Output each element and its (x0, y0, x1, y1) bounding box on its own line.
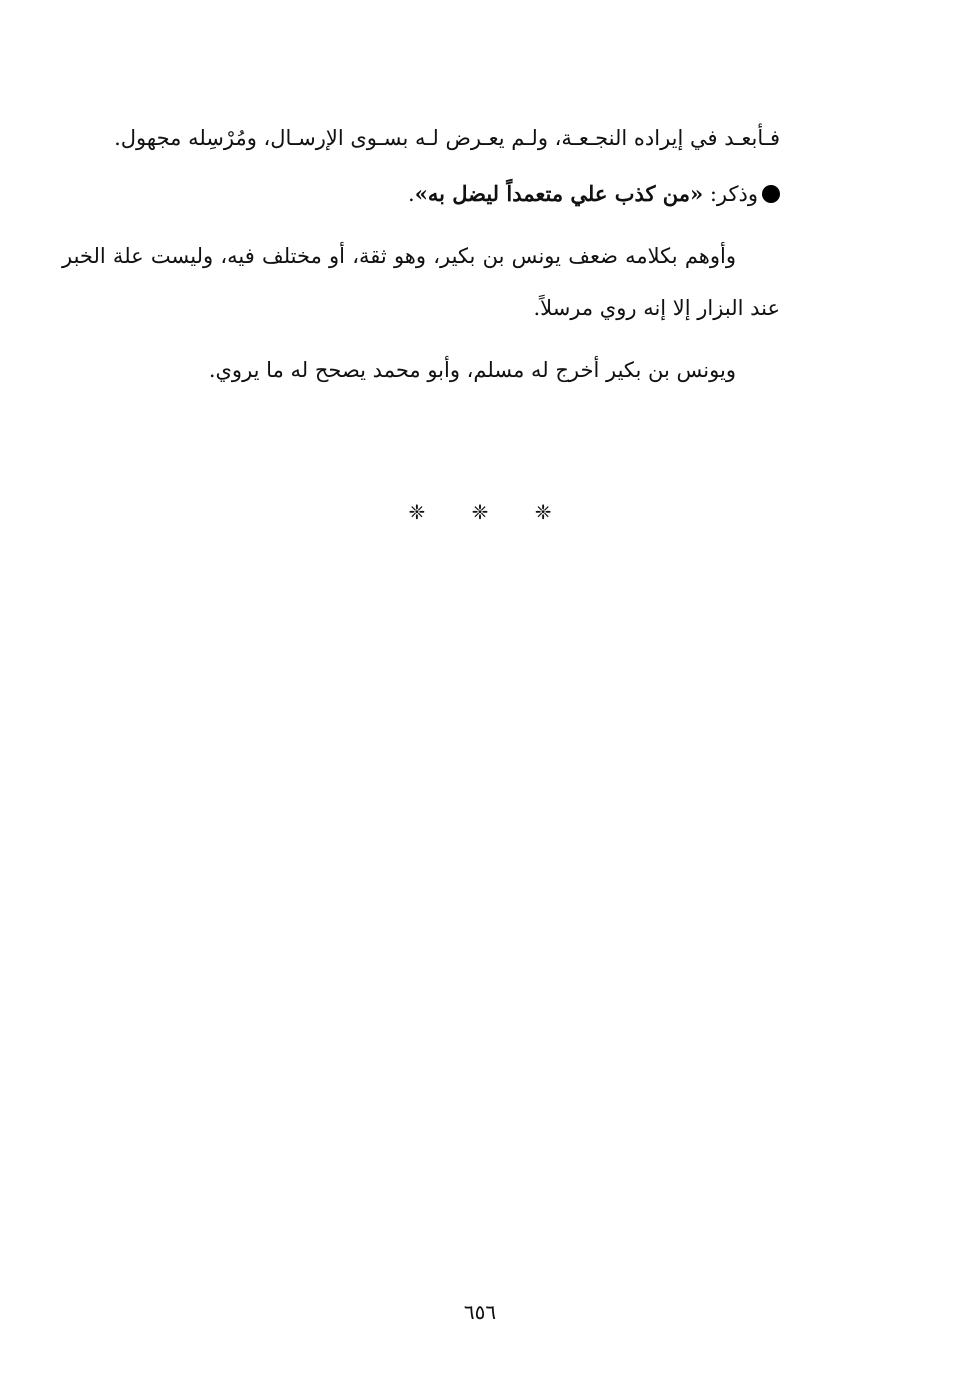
hadith-quote: «من كذب علي متعمداً ليضل به» (414, 181, 704, 206)
paragraph-3: وأوهم بكلامه ضعف يونس بن بكير، وهو ثقة، أو مختلف فيه، وليست علة الخبر عند البزار إلا إنه روي مرسلاً. (62, 244, 780, 320)
section-separator (0, 500, 960, 524)
bullet-paragraph (62, 168, 780, 220)
paragraph-1: فـأبعـد في إيراده النجـعـة، ولـم يعـرض لـه بسـوى الإرسـال، ومُرْسِله مجهول. (114, 126, 780, 150)
paragraph-4: ويونس بن بكير أخرج له مسلم، وأبو محمد يصحح له ما يروي. (208, 358, 736, 382)
page-number: ٦٥٦ (463, 1300, 497, 1324)
bullet-icon (762, 185, 780, 203)
main-text (62, 112, 780, 396)
asterism-icon: ❈ (534, 500, 552, 524)
bullet-end: . (408, 182, 415, 206)
asterism-icon: ❈ (471, 500, 489, 524)
asterism-icon: ❈ (408, 500, 426, 524)
bullet-label: وذكر: (703, 182, 758, 206)
